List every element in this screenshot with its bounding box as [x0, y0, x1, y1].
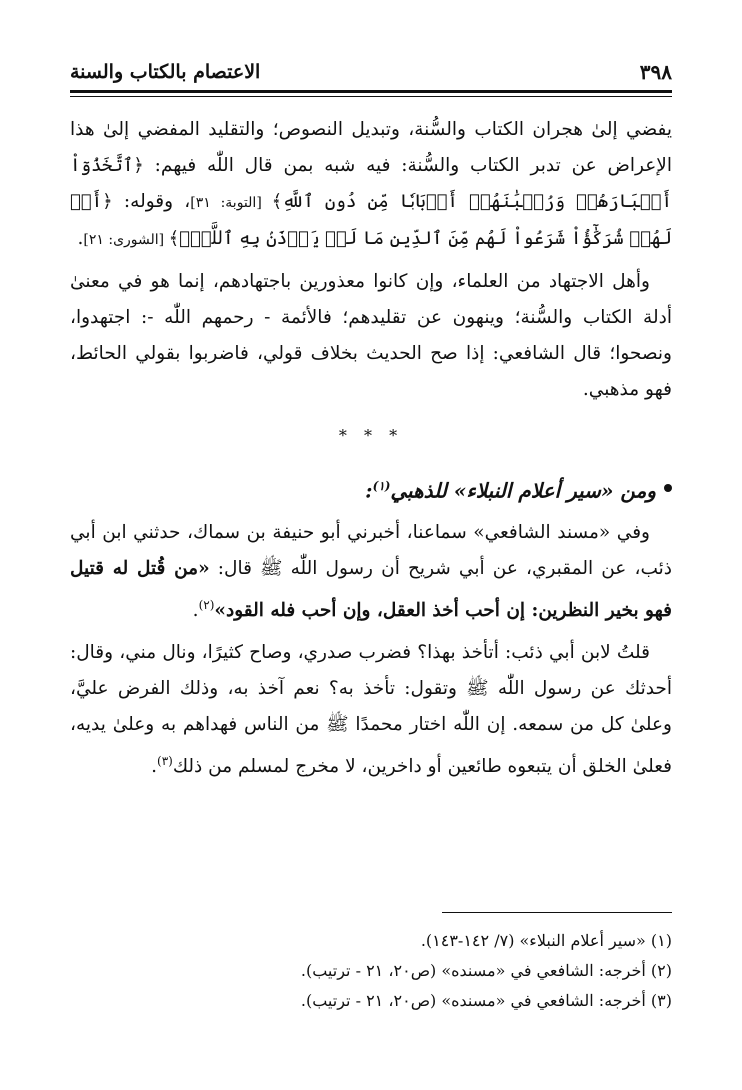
hadith-quote: «من قُتل له قتيل فهو بخير النظرين: إن أحب أخذ العقل، وإن أحب فله القود»: [70, 557, 672, 621]
verse-ref-1: [التوبة: ٣١]: [190, 195, 272, 211]
quran-verse-2: ﴿أَمۡ لَهُمۡ شُرَكَٰٓؤُاْ شَرَعُواْ لَهُم مِّنَ ٱلدِّينِ مَا لَمۡ يَأۡذَنۢ بِهِ ٱللَّهُۚ﴾: [70, 191, 672, 249]
verse-ref-2: [الشورى: ٢١]: [83, 232, 169, 248]
p3-text-a: وفي «مسند الشافعي» سماعنا، أخبرني أبو حنيفة بن سماك، حدثني ابن أبي ذئب، عن المقبري، عن أبي شريح أن رسول اللّٰه ﷺ قال:: [70, 521, 673, 579]
paragraph-3: [70, 515, 672, 629]
footnote-1: (١) «سير أعلام النبلاء» (٧/ ١٤٢-١٤٣).: [420, 931, 672, 950]
footnote-marker-3: (٣): [157, 753, 173, 768]
footnotes: [70, 926, 672, 1016]
main-text: [70, 112, 672, 785]
running-title: الاعتصام بالكتاب والسنة: [70, 61, 261, 83]
page-number: ٣٩٨: [639, 60, 672, 84]
paragraph-2: وأهل الاجتهاد من العلماء، وإن كانوا معذورين باجتهادهم، إنما هو في معنىٰ أدلة الكتاب والسُّنة؛ وينهون عن تقليدهم؛ فالأئمة - رحمهم اللّٰه -: اجتهدوا، ونصحوا؛ قال الشافعي: إذا صح الحديث بخلاف قولي، فاضربوا بقولي الحائط، فهو مذهبي.: [70, 271, 672, 400]
p1-text-c: .: [77, 228, 84, 249]
subheading-label: ومن «سير أعلام النبلاء» للذهبي: [390, 478, 656, 503]
subheading: [70, 468, 672, 509]
paragraph-4: [70, 635, 672, 785]
subheading-text: [365, 468, 656, 509]
footnote-3: (٣) أخرجه: الشافعي في «مسنده» (ص٢٠، ٢١ - ترتيب).: [300, 991, 672, 1010]
section-separator: * * *: [338, 426, 404, 445]
p3-text-b: .: [192, 599, 199, 621]
subheading-colon: :: [365, 478, 373, 503]
p4-tail: .: [151, 755, 157, 777]
footnote-2: (٢) أخرجه: الشافعي في «مسنده» (ص٢٠، ٢١ - ترتيب).: [300, 961, 672, 980]
page-header: [70, 56, 672, 88]
bullet-icon: [664, 484, 672, 492]
quran-verse-1: ﴿ٱتَّخَذُوٓاْ أَحۡبَارَهُمۡ وَرُهۡبَٰنَهُمۡ أَرۡبَابٗا مِّن دُونِ ٱللَّهِ﴾: [70, 155, 672, 212]
paragraph-1: [70, 112, 672, 258]
footnote-marker-1: (١): [372, 479, 391, 493]
footnote-rule: [442, 912, 672, 913]
p4-text: قلتُ لابن أبي ذئب: أتأخذ بهذا؟ فضرب صدري، وصاح كثيرًا، ونال مني، وقال: أحدثك عن رسول اللّٰه ﷺ وتقول: تأخذ به؟ نعم آخذ به، وذلك الفرض عليَّ، وعلىٰ كل من سمعه. إن اللّٰه اختار محمدًا ﷺ من الناس فهداهم به وعلىٰ يديه، فعلىٰ الخلق أن يتبعوه طائعين أو داخرين، لا مخرج لمسلم من ذلك: [70, 641, 672, 777]
p1-text-b: ، وقوله:: [112, 191, 191, 212]
footnote-marker-2: (٢): [198, 597, 215, 612]
p1-text-a: يفضي إلىٰ هجران الكتاب والسُّنة، وتبديل النصوص؛ والتقليد المفضي إلىٰ هذا الإعراض عن تدبر الكتاب والسُّنة: فيه شبه بمن قال اللّٰه فيهم:: [70, 119, 672, 176]
header-rule-thin: [70, 96, 672, 97]
header-rule-thick: [70, 90, 672, 93]
